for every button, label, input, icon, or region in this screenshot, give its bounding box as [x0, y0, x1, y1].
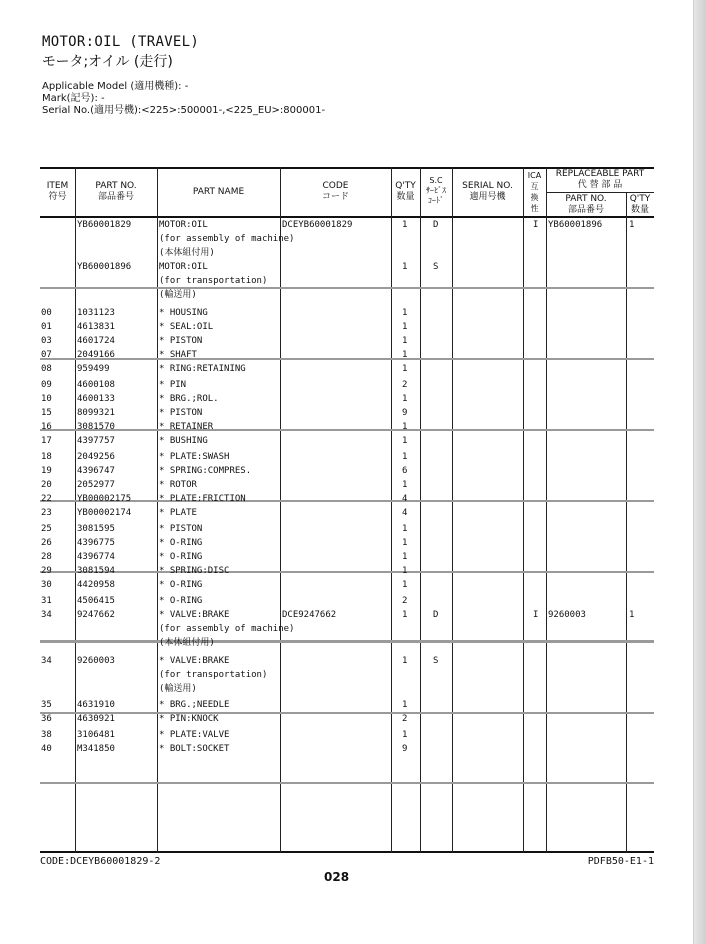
- cell-part-name: (for assembly of machine): [159, 624, 295, 634]
- cell-part-name: (本体組付用): [159, 638, 215, 648]
- table-bottom-border: [40, 851, 654, 853]
- header-ica: ICA 互 換 性: [527, 171, 542, 213]
- group-separator: [40, 429, 654, 431]
- cell-part-no: 4600133: [77, 394, 115, 404]
- group-separator: [40, 287, 654, 289]
- cell-item: 00: [41, 308, 52, 318]
- cell-part-no: 9260003: [77, 656, 115, 666]
- cell-code: DCEYB60001829: [282, 220, 353, 230]
- cell-part-name: (for transportation): [159, 670, 268, 680]
- cell-part-name: (本体組付用): [159, 248, 215, 258]
- cell-part-name: * O-RING: [159, 552, 203, 562]
- cell-qty: 1: [402, 566, 408, 576]
- cell-part-name: (輸送用): [159, 290, 197, 300]
- header-replaceable-part-no: PART NO. 部品番号: [565, 194, 607, 215]
- header-part-name: PART NAME: [192, 187, 245, 197]
- cell-part-no: 4396774: [77, 552, 115, 562]
- cell-part-no: 1031123: [77, 308, 115, 318]
- cell-qty: 4: [402, 494, 408, 504]
- cell-part-name: * O-RING: [159, 596, 203, 606]
- cell-replaceable-part-no: YB60001896: [548, 220, 603, 230]
- cell-part-name: * RING:RETAINING: [159, 364, 246, 374]
- cell-part-no: 3106481: [77, 730, 115, 740]
- cell-replaceable-part-no: 9260003: [548, 610, 586, 620]
- mark: Mark(記号): -: [42, 93, 105, 104]
- cell-service-code: D: [433, 610, 439, 620]
- cell-part-no: YB00002175: [77, 494, 132, 504]
- page-edge-shadow: [694, 0, 706, 944]
- cell-part-no: 3081570: [77, 422, 115, 432]
- footer-code: CODE:DCEYB60001829-2: [40, 856, 161, 867]
- header-code: CODE コード: [321, 181, 349, 202]
- cell-part-name: * PISTON: [159, 408, 203, 418]
- cell-part-name: * PISTON: [159, 336, 203, 346]
- cell-qty: 1: [402, 262, 408, 272]
- cell-part-no: 8099321: [77, 408, 115, 418]
- header-item: ITEM 符号: [46, 181, 69, 202]
- col-divider: [75, 167, 76, 853]
- cell-part-no: 9247662: [77, 610, 115, 620]
- cell-part-no: 4506415: [77, 596, 115, 606]
- cell-part-name: * HOUSING: [159, 308, 208, 318]
- group-separator: [40, 782, 654, 784]
- cell-part-name: * O-RING: [159, 538, 203, 548]
- header-service-code: S.C ｻｰﾋﾞｽ ｺｰﾄﾞ: [426, 176, 446, 205]
- cell-part-no: M341850: [77, 744, 115, 754]
- cell-part-no: 2049166: [77, 350, 115, 360]
- cell-item: 19: [41, 466, 52, 476]
- cell-part-name: * BUSHING: [159, 436, 208, 446]
- page-title: MOTOR:OIL (TRAVEL): [42, 34, 200, 50]
- cell-part-no: 4600108: [77, 380, 115, 390]
- applicable-model: Applicable Model (適用機種): -: [42, 81, 189, 92]
- cell-part-name: (for transportation): [159, 276, 268, 286]
- cell-qty: 1: [402, 308, 408, 318]
- col-divider: [546, 167, 547, 853]
- cell-part-name: * O-RING: [159, 580, 203, 590]
- cell-part-no: 4630921: [77, 714, 115, 724]
- col-divider: [157, 167, 158, 853]
- header-replaceable-qty: Q'TY 数量: [629, 194, 651, 215]
- cell-part-no: YB60001896: [77, 262, 132, 272]
- cell-item: 34: [41, 610, 52, 620]
- cell-item: 26: [41, 538, 52, 548]
- cell-part-no: 4601724: [77, 336, 115, 346]
- cell-qty: 1: [402, 336, 408, 346]
- cell-part-no: YB60001829: [77, 220, 132, 230]
- cell-ica: I: [533, 220, 539, 230]
- col-divider: [452, 167, 453, 853]
- cell-part-name: * BRG.;ROL.: [159, 394, 219, 404]
- cell-part-no: 3081595: [77, 524, 115, 534]
- table-header-bottom-border: [40, 216, 654, 218]
- cell-part-no: 4397757: [77, 436, 115, 446]
- cell-qty: 1: [402, 422, 408, 432]
- cell-item: 18: [41, 452, 52, 462]
- header-qty: Q'TY 数量: [395, 181, 416, 202]
- cell-qty: 1: [402, 322, 408, 332]
- replaceable-subheader-line: [546, 192, 654, 193]
- cell-item: 10: [41, 394, 52, 404]
- cell-item: 03: [41, 336, 52, 346]
- cell-part-name: (輸送用): [159, 684, 197, 694]
- col-divider: [280, 167, 281, 853]
- cell-qty: 1: [402, 364, 408, 374]
- cell-part-name: * ROTOR: [159, 480, 197, 490]
- cell-part-no: 2049256: [77, 452, 115, 462]
- cell-part-name: (for assembly of machine): [159, 234, 295, 244]
- cell-qty: 1: [402, 220, 408, 230]
- cell-qty: 1: [402, 538, 408, 548]
- cell-code: DCE9247662: [282, 610, 337, 620]
- cell-qty: 2: [402, 596, 408, 606]
- cell-ica: I: [533, 610, 539, 620]
- group-separator: [40, 500, 654, 502]
- cell-item: 09: [41, 380, 52, 390]
- cell-qty: 1: [402, 700, 408, 710]
- cell-qty: 1: [402, 730, 408, 740]
- cell-part-name: MOTOR:OIL: [159, 262, 208, 272]
- cell-item: 17: [41, 436, 52, 446]
- cell-part-name: * PLATE:SWASH: [159, 452, 230, 462]
- cell-item: 15: [41, 408, 52, 418]
- header-part-no: PART NO. 部品番号: [95, 181, 137, 202]
- cell-service-code: S: [433, 656, 439, 666]
- serial-range: Serial No.(適用号機):<225>:500001-,<225_EU>:800001-: [42, 105, 326, 116]
- cell-part-name: * RETAINER: [159, 422, 214, 432]
- page-title-japanese: モータ;オイル (走行): [42, 54, 173, 70]
- cell-item: 38: [41, 730, 52, 740]
- cell-qty: 6: [402, 466, 408, 476]
- cell-qty: 1: [402, 436, 408, 446]
- cell-qty: 2: [402, 714, 408, 724]
- cell-part-no: 4631910: [77, 700, 115, 710]
- cell-qty: 1: [402, 610, 408, 620]
- cell-part-name: * PIN: [159, 380, 187, 390]
- cell-item: 35: [41, 700, 52, 710]
- cell-part-name: * SEAL:OIL: [159, 322, 214, 332]
- cell-qty: 9: [402, 408, 408, 418]
- cell-part-name: * VALVE:BRAKE: [159, 610, 230, 620]
- cell-qty: 1: [402, 524, 408, 534]
- cell-part-no: 4420958: [77, 580, 115, 590]
- cell-item: 08: [41, 364, 52, 374]
- cell-qty: 1: [402, 394, 408, 404]
- cell-part-name: MOTOR:OIL: [159, 220, 208, 230]
- cell-item: 28: [41, 552, 52, 562]
- cell-item: 22: [41, 494, 52, 504]
- cell-part-name: * BOLT:SOCKET: [159, 744, 230, 754]
- col-divider: [523, 167, 524, 853]
- col-divider: [626, 192, 627, 853]
- group-separator: [40, 358, 654, 360]
- header-replaceable: REPLACEABLE PART 代 替 部 品: [555, 169, 645, 190]
- cell-item: 20: [41, 480, 52, 490]
- col-divider: [420, 167, 421, 853]
- cell-part-name: * PLATE:VALVE: [159, 730, 230, 740]
- cell-part-no: 4613831: [77, 322, 115, 332]
- group-separator: [40, 712, 654, 714]
- cell-part-no: 4396747: [77, 466, 115, 476]
- cell-part-name: * PLATE:FRICTION: [159, 494, 246, 504]
- cell-part-no: 2052977: [77, 480, 115, 490]
- cell-item: 01: [41, 322, 52, 332]
- cell-item: 34: [41, 656, 52, 666]
- cell-part-no: 3081594: [77, 566, 115, 576]
- cell-item: 07: [41, 350, 52, 360]
- cell-qty: 1: [402, 552, 408, 562]
- cell-part-name: * PISTON: [159, 524, 203, 534]
- cell-item: 23: [41, 508, 52, 518]
- cell-part-name: * BRG.;NEEDLE: [159, 700, 230, 710]
- cell-qty: 4: [402, 508, 408, 518]
- group-separator: [40, 571, 654, 573]
- cell-qty: 1: [402, 452, 408, 462]
- cell-part-no: 959499: [77, 364, 110, 374]
- cell-part-name: * SHAFT: [159, 350, 197, 360]
- cell-replaceable-qty: 1: [629, 610, 635, 620]
- cell-part-name: * PIN:KNOCK: [159, 714, 219, 724]
- cell-part-name: * SPRING:DISC: [159, 566, 230, 576]
- cell-item: 36: [41, 714, 52, 724]
- cell-service-code: D: [433, 220, 439, 230]
- cell-replaceable-qty: 1: [629, 220, 635, 230]
- group-separator: [40, 640, 654, 643]
- cell-item: 16: [41, 422, 52, 432]
- cell-part-name: * SPRING:COMPRES.: [159, 466, 252, 476]
- parts-table: [40, 167, 654, 853]
- page-number: 028: [324, 870, 350, 884]
- cell-part-no: 4396775: [77, 538, 115, 548]
- cell-item: 40: [41, 744, 52, 754]
- cell-qty: 2: [402, 380, 408, 390]
- cell-qty: 9: [402, 744, 408, 754]
- cell-item: 31: [41, 596, 52, 606]
- cell-qty: 1: [402, 480, 408, 490]
- cell-qty: 1: [402, 580, 408, 590]
- footer-reference: PDFB50-E1-1: [587, 856, 654, 867]
- cell-qty: 1: [402, 350, 408, 360]
- cell-qty: 1: [402, 656, 408, 666]
- cell-part-no: YB00002174: [77, 508, 132, 518]
- cell-service-code: S: [433, 262, 439, 272]
- cell-item: 25: [41, 524, 52, 534]
- cell-part-name: * PLATE: [159, 508, 197, 518]
- cell-item: 30: [41, 580, 52, 590]
- cell-part-name: * VALVE:BRAKE: [159, 656, 230, 666]
- header-serial: SERIAL NO. 適用号機: [462, 181, 513, 202]
- col-divider: [391, 167, 392, 853]
- cell-item: 29: [41, 566, 52, 576]
